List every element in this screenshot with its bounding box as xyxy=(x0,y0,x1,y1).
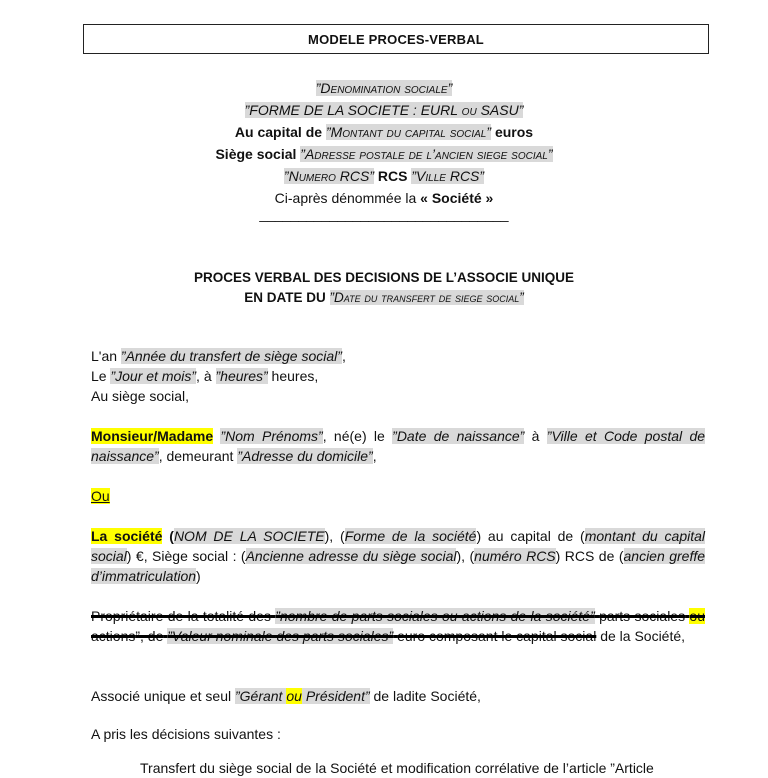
company-p4: ) €, Siège social : ( xyxy=(126,548,246,564)
capital-prefix: Au capital de xyxy=(234,124,323,140)
company-p3: ) au capital de ( xyxy=(476,528,585,544)
date-field: ”Date du transfert de siege social” xyxy=(329,290,524,305)
person-end: , xyxy=(372,448,377,464)
year-suffix: , xyxy=(341,348,346,364)
day-a: , à xyxy=(196,368,212,384)
company-label: La société xyxy=(91,528,163,544)
owner-t1: Propriétaire de la totalité des xyxy=(91,608,271,624)
owner-shares-field: ”nombre de parts sociales ou actions de la société” xyxy=(275,608,595,624)
owner-paragraph xyxy=(91,606,705,646)
company-capital-field: montant du capital social xyxy=(91,528,706,564)
decisions-line: A pris les décisions suivantes : xyxy=(91,726,281,742)
decision-title-line2 xyxy=(0,290,768,305)
owner-t6: de la Société, xyxy=(600,628,686,644)
header-capital-line xyxy=(0,124,768,140)
owner-nominal-field: ”Valeur nominale des parts sociales” xyxy=(167,628,394,644)
person-living: , demeurant xyxy=(158,448,234,464)
hour-suffix: heures, xyxy=(271,368,319,384)
person-address-field: ”Adresse du domicile” xyxy=(237,448,373,464)
header-forme-line xyxy=(0,102,768,118)
header-rcs-line xyxy=(0,168,768,184)
owner-t2: parts sociales xyxy=(599,608,686,624)
owner-t5: euro composant le capital social xyxy=(397,628,597,644)
company-p5: ), ( xyxy=(456,548,475,564)
owner-t4: ”, de xyxy=(135,628,164,644)
siege-prefix: Siège social xyxy=(215,146,297,162)
bottom-fragment: Transfert du siège social de la Société et modification corrélative de l’article ”Article xyxy=(140,760,654,776)
rule-line: ________________________________ xyxy=(259,206,509,222)
rcs-city-field: ”Ville RCS” xyxy=(411,168,485,184)
date-prefix: EN DATE DU xyxy=(244,290,326,305)
opening-location-line: Au siège social, xyxy=(91,388,190,404)
denomination-field: ”Denomination sociale” xyxy=(315,80,453,96)
siege-field: ”Adresse postale de l’ancien siege social” xyxy=(300,146,553,162)
owner-ou: ou xyxy=(689,608,705,624)
associate-role-field xyxy=(235,688,370,704)
associate-role-a: ”Gérant xyxy=(234,688,283,704)
document-title: MODELE PROCES-VERBAL xyxy=(83,24,709,54)
decision-title-line1: PROCES VERBAL DES DECISIONS DE L’ASSOCIE UNIQUE xyxy=(193,270,575,285)
associate-suffix: de ladite Société, xyxy=(373,688,481,704)
capital-suffix: euros xyxy=(494,124,534,140)
opening-paragraph xyxy=(91,346,705,406)
opening-year-line xyxy=(91,346,705,366)
company-p1: ( xyxy=(169,528,174,544)
header-rule xyxy=(0,206,768,222)
person-born: , né(e) le xyxy=(322,428,385,444)
year-prefix: L'an xyxy=(91,348,118,364)
rcs-label: RCS xyxy=(377,168,408,184)
header-denomination-line xyxy=(0,80,768,96)
hour-field: ”heures” xyxy=(215,368,268,384)
company-greffe-field: ancien greffe d’immatriculation xyxy=(91,548,706,584)
header-denommee-line xyxy=(0,190,768,206)
day-field: ”Jour et mois” xyxy=(110,368,197,384)
company-rcs-field: numéro RCS xyxy=(474,548,556,564)
header-siege-line xyxy=(0,146,768,162)
company-paragraph xyxy=(91,526,705,586)
person-name-field: ”Nom Prénoms” xyxy=(220,428,323,444)
opening-day-line xyxy=(91,366,705,386)
associate-role-b: Président” xyxy=(305,688,370,704)
company-p2: ), ( xyxy=(324,528,345,544)
person-paragraph xyxy=(91,426,705,466)
company-address-field: Ancienne adresse du siège social xyxy=(245,548,457,564)
person-birthdate-field: ”Date de naissance” xyxy=(392,428,525,444)
capital-field: ”Montant du capital social” xyxy=(325,124,492,140)
forme-field: ”FORME DE LA SOCIETE : EURL ou SASU” xyxy=(244,102,524,118)
rcs-number-field: ”Numero RCS” xyxy=(283,168,375,184)
person-birthplace-field: ”Ville et Code postal de naissance” xyxy=(91,428,706,464)
owner-t3: actions xyxy=(91,628,136,644)
year-field: ”Année du transfert de siège social” xyxy=(120,348,342,364)
person-label: Monsieur/Madame xyxy=(91,428,214,444)
denommee-bold: « Société » xyxy=(420,190,494,206)
associate-paragraph xyxy=(91,686,705,706)
company-p7: ) xyxy=(196,568,201,584)
company-name-field: NOM DE LA SOCIETE xyxy=(173,528,325,544)
ou-paragraph xyxy=(91,486,705,506)
denommee-prefix: Ci-après dénommée la xyxy=(274,190,417,206)
associate-role-ou: ou xyxy=(286,688,302,704)
associate-prefix: Associé unique et seul xyxy=(91,688,232,704)
company-p6: ) RCS de ( xyxy=(555,548,624,564)
company-form-field: Forme de la société xyxy=(344,528,477,544)
ou-label: Ou xyxy=(91,488,110,504)
day-prefix: Le xyxy=(91,368,107,384)
person-a: à xyxy=(531,428,540,444)
